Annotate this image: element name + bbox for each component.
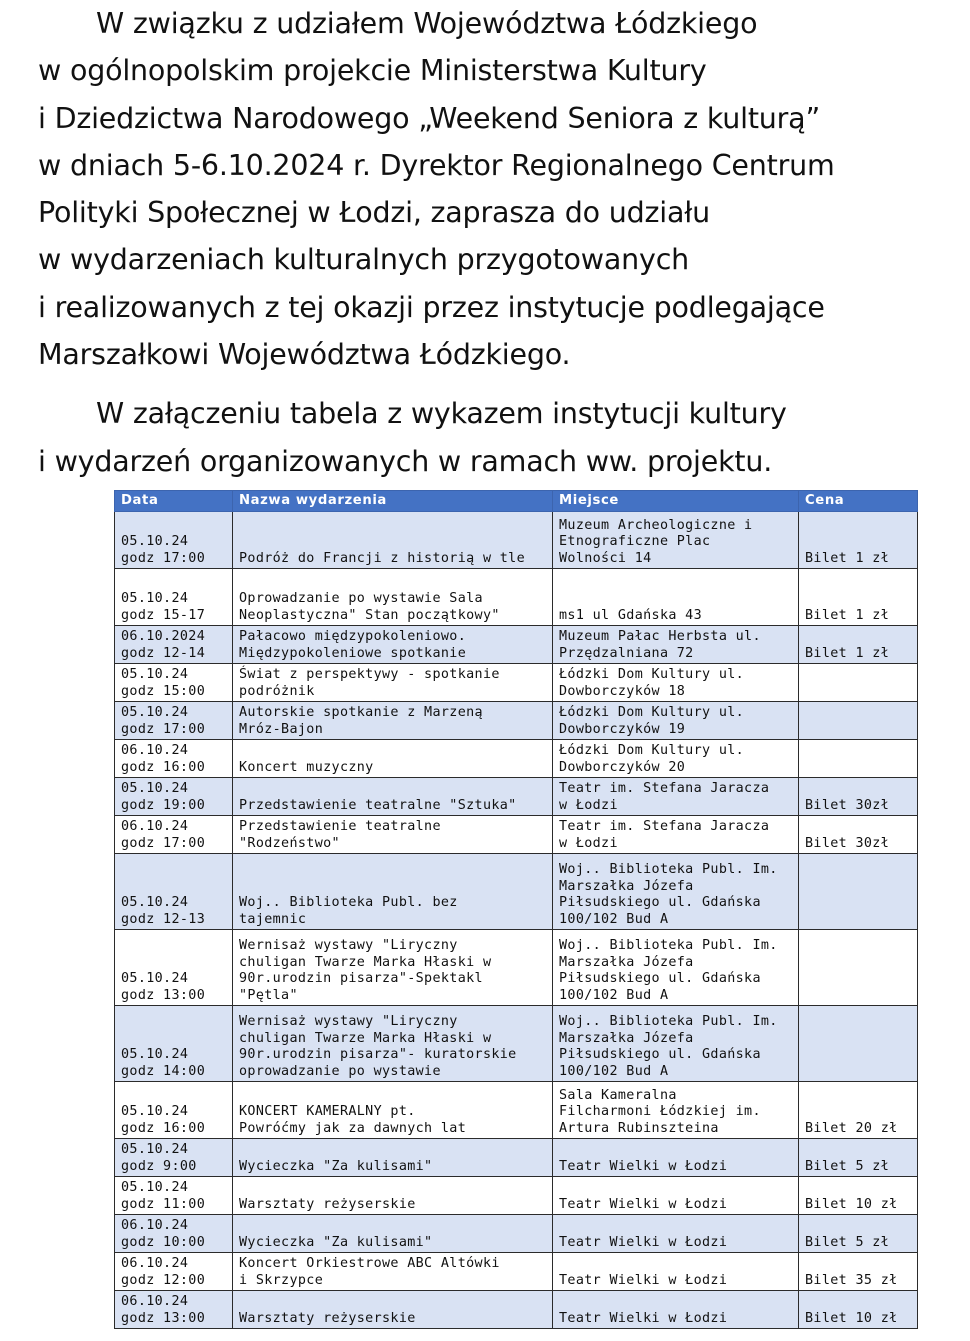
cell-date-line: 06.10.24: [121, 819, 189, 835]
cell-event-name-line: Warsztaty reżyserskie: [239, 1311, 416, 1327]
table-row: [115, 1253, 918, 1291]
cell-place-line: Woj.. Biblioteka Publ. Im.: [559, 1013, 778, 1029]
cell-place-line: Piłsudskiego ul. Gdańska: [559, 1047, 761, 1063]
cell-event-name-line: Warsztaty reżyserskie: [239, 1197, 416, 1213]
intro-line: Polityki Społecznej w Łodzi, zaprasza do udziału: [38, 196, 711, 230]
cell-event-name: [233, 778, 553, 816]
cell-event-name: [233, 930, 553, 1006]
intro-line: i wydarzeń organizowanych w ramach ww. projektu.: [38, 444, 773, 478]
cell-event-name-line: podróżnik: [239, 684, 315, 700]
cell-place: [553, 930, 799, 1006]
cell-event-name: [233, 1139, 553, 1177]
cell-price-line: Bilet 1 zł: [805, 551, 890, 567]
cell-date-line: 05.10.24: [121, 534, 189, 550]
table-row: [115, 1139, 918, 1177]
cell-place-line: Dowborczyków 18: [559, 684, 686, 700]
cell-place-line: Woj.. Biblioteka Publ. Im.: [559, 937, 778, 953]
cell-event-name: [233, 569, 553, 626]
cell-price: [799, 1253, 918, 1291]
cell-date-line: 06.10.2024: [121, 629, 206, 645]
cell-place: [553, 740, 799, 778]
cell-place-line: w Łodzi: [559, 798, 618, 814]
cell-date: [115, 1291, 233, 1329]
cell-event-name-line: i Skrzypce: [239, 1273, 324, 1289]
intro-line: i realizowanych z tej okazji przez instytucje podlegające: [38, 290, 825, 324]
cell-date: [115, 702, 233, 740]
cell-price-line: Bilet 5 zł: [805, 1159, 890, 1175]
cell-price: [799, 740, 918, 778]
cell-price: [799, 702, 918, 740]
cell-event-name-line: Koncert Orkiestrowe ABC Altówki: [239, 1256, 500, 1272]
cell-price: [799, 1215, 918, 1253]
cell-date-line: 06.10.24: [121, 1256, 189, 1272]
cell-price: [799, 816, 918, 854]
cell-place-line: Marszałka Józefa: [559, 878, 694, 894]
cell-event-name: [233, 816, 553, 854]
table-row: [115, 778, 918, 816]
cell-date: [115, 740, 233, 778]
table-body: [115, 512, 918, 1329]
cell-date-line: godz 9:00: [121, 1159, 197, 1175]
cell-place-line: Muzeum Pałac Herbsta ul.: [559, 629, 761, 645]
events-table: [114, 490, 918, 1329]
cell-date-line: godz 19:00: [121, 798, 206, 814]
cell-date-line: godz 13:00: [121, 988, 206, 1004]
cell-event-name-line: Wycieczka "Za kulisami": [239, 1159, 433, 1175]
cell-event-name-line: Neoplastyczna" Stan początkowy": [239, 608, 500, 624]
table-header: [115, 491, 918, 512]
cell-date-line: 05.10.24: [121, 705, 189, 721]
cell-price: [799, 626, 918, 664]
cell-date: [115, 816, 233, 854]
cell-place: [553, 1006, 799, 1082]
cell-date: [115, 569, 233, 626]
cell-date-line: godz 11:00: [121, 1197, 206, 1213]
cell-price-line: Bilet 1 zł: [805, 646, 890, 662]
cell-place: [553, 1215, 799, 1253]
cell-event-name: [233, 854, 553, 930]
cell-place-line: 100/102 Bud A: [559, 1064, 669, 1080]
cell-date-line: godz 16:00: [121, 760, 206, 776]
cell-date-line: godz 17:00: [121, 551, 206, 567]
cell-place: [553, 626, 799, 664]
table-row: [115, 1215, 918, 1253]
intro-line: w wydarzeniach kulturalnych przygotowanych: [38, 243, 690, 277]
intro-line: W załączeniu tabela z wykazem instytucji kultury: [96, 397, 787, 431]
intro-line: W związku z udziałem Województwa Łódzkiego: [96, 7, 758, 40]
cell-event-name-line: "Rodzeństwo": [239, 836, 340, 852]
cell-price: [799, 664, 918, 702]
cell-price: [799, 1006, 918, 1082]
cell-date-line: godz 12-13: [121, 912, 206, 928]
cell-event-name-line: 90r.urodzin pisarza"- kuratorskie: [239, 1047, 517, 1063]
cell-place-line: Wolności 14: [559, 551, 652, 567]
cell-place-line: Artura Rubinszteina: [559, 1121, 719, 1137]
cell-price: [799, 1291, 918, 1329]
cell-place-line: Sala Kameralna: [559, 1087, 677, 1103]
table-row: [115, 816, 918, 854]
cell-date: [115, 1253, 233, 1291]
cell-price-line: Bilet 5 zł: [805, 1235, 890, 1251]
cell-event-name-line: Wernisaż wystawy "Liryczny: [239, 1013, 458, 1029]
cell-price: [799, 569, 918, 626]
cell-place: [553, 1253, 799, 1291]
cell-date-line: 06.10.24: [121, 1218, 189, 1234]
cell-event-name: [233, 1253, 553, 1291]
cell-date: [115, 1139, 233, 1177]
cell-date-line: godz 16:00: [121, 1121, 206, 1137]
cell-event-name-line: Oprowadzanie po wystawie Sala: [239, 591, 483, 607]
cell-date-line: 05.10.24: [121, 1104, 189, 1120]
cell-place-line: ms1 ul Gdańska 43: [559, 608, 703, 624]
cell-place-line: Teatr Wielki w Łodzi: [559, 1197, 728, 1213]
cell-event-name-line: KONCERT KAMERALNY pt.: [239, 1104, 416, 1120]
cell-date-line: 05.10.24: [121, 1142, 189, 1158]
cell-place: [553, 854, 799, 930]
cell-date: [115, 512, 233, 569]
cell-date: [115, 778, 233, 816]
cell-event-name-line: Powróćmy jak za dawnych lat: [239, 1121, 467, 1137]
table-row: [115, 740, 918, 778]
header-event-name: Nazwa wydarzenia: [233, 491, 553, 512]
table-row: [115, 1177, 918, 1215]
cell-price-line: Bilet 30zł: [805, 836, 890, 852]
table-row: [115, 1082, 918, 1139]
cell-date-line: godz 17:00: [121, 722, 206, 738]
cell-place-line: Teatr Wielki w Łodzi: [559, 1273, 728, 1289]
cell-place-line: Filcharmoni Łódzkiej im.: [559, 1104, 761, 1120]
header-date: Data: [115, 491, 233, 512]
cell-event-name-line: Mróz-Bajon: [239, 722, 324, 738]
cell-place: [553, 1177, 799, 1215]
cell-event-name: [233, 1006, 553, 1082]
cell-place: [553, 1291, 799, 1329]
cell-place-line: Piłsudskiego ul. Gdańska: [559, 895, 761, 911]
cell-price: [799, 778, 918, 816]
cell-place: [553, 1139, 799, 1177]
cell-date: [115, 1215, 233, 1253]
cell-event-name-line: chuligan Twarze Marka Hłaski w: [239, 1030, 492, 1046]
intro-paragraph-1: [38, 0, 938, 378]
cell-date-line: 05.10.24: [121, 971, 189, 987]
cell-event-name: [233, 1177, 553, 1215]
cell-place: [553, 569, 799, 626]
cell-event-name-line: Przedstawienie teatralne "Sztuka": [239, 798, 517, 814]
cell-place-line: Teatr im. Stefana Jaracza: [559, 819, 770, 835]
cell-date-line: godz 12:00: [121, 1273, 206, 1289]
cell-place-line: Łódzki Dom Kultury ul.: [559, 705, 745, 721]
cell-event-name-line: oprowadzanie po wystawie: [239, 1064, 441, 1080]
cell-date-line: 05.10.24: [121, 1180, 189, 1196]
cell-event-name-line: Podróż do Francji z historią w tle: [239, 551, 526, 567]
intro-line: Marszałkowi Województwa Łódzkiego.: [38, 338, 571, 372]
intro-line: w ogólnopolskim projekcie Ministerstwa Kultury: [38, 54, 707, 88]
cell-event-name: [233, 1291, 553, 1329]
cell-date-line: godz 13:00: [121, 1311, 206, 1327]
cell-date-line: 05.10.24: [121, 1047, 189, 1063]
cell-date-line: godz 12-14: [121, 646, 206, 662]
cell-date: [115, 930, 233, 1006]
header-place: Miejsce: [553, 491, 799, 512]
cell-date: [115, 1006, 233, 1082]
cell-event-name-line: chuligan Twarze Marka Hłaski w: [239, 954, 492, 970]
cell-date-line: godz 14:00: [121, 1064, 206, 1080]
cell-event-name-line: Przedstawienie teatralne: [239, 819, 441, 835]
cell-event-name-line: Woj.. Biblioteka Publ. bez: [239, 895, 458, 911]
cell-date-line: godz 15-17: [121, 608, 206, 624]
cell-place-line: Muzeum Archeologiczne i: [559, 517, 753, 533]
cell-place-line: Teatr im. Stefana Jaracza: [559, 781, 770, 797]
cell-place-line: Piłsudskiego ul. Gdańska: [559, 971, 761, 987]
cell-date-line: 06.10.24: [121, 743, 189, 759]
cell-event-name-line: Koncert muzyczny: [239, 760, 374, 776]
cell-date: [115, 1082, 233, 1139]
cell-date: [115, 1177, 233, 1215]
cell-place-line: Marszałka Józefa: [559, 954, 694, 970]
table-row: [115, 702, 918, 740]
cell-event-name: [233, 512, 553, 569]
cell-place-line: 100/102 Bud A: [559, 912, 669, 928]
cell-place-line: w Łodzi: [559, 836, 618, 852]
intro-line: i Dziedzictwa Narodowego „Weekend Seniora z kulturą”: [38, 101, 821, 135]
cell-price: [799, 1177, 918, 1215]
cell-date-line: 05.10.24: [121, 591, 189, 607]
cell-event-name: [233, 702, 553, 740]
cell-date: [115, 664, 233, 702]
cell-date-line: 06.10.24: [121, 1294, 189, 1310]
cell-place: [553, 778, 799, 816]
table-row: [115, 1291, 918, 1329]
cell-price: [799, 930, 918, 1006]
cell-place-line: Etnograficzne Plac: [559, 534, 711, 550]
cell-date-line: godz 17:00: [121, 836, 206, 852]
cell-place: [553, 664, 799, 702]
cell-place: [553, 512, 799, 569]
cell-date-line: 05.10.24: [121, 781, 189, 797]
cell-event-name-line: Pałacowo międzypokoleniowo.: [239, 629, 467, 645]
cell-date-line: 05.10.24: [121, 895, 189, 911]
cell-place-line: Dowborczyków 19: [559, 722, 686, 738]
cell-event-name: [233, 664, 553, 702]
cell-place-line: Teatr Wielki w Łodzi: [559, 1311, 728, 1327]
cell-price-line: Bilet 20 zł: [805, 1121, 898, 1137]
table-row: [115, 854, 918, 930]
intro-paragraph-2: [38, 390, 938, 485]
cell-price: [799, 512, 918, 569]
cell-place-line: Woj.. Biblioteka Publ. Im.: [559, 861, 778, 877]
cell-price: [799, 1139, 918, 1177]
cell-date-line: godz 10:00: [121, 1235, 206, 1251]
cell-event-name: [233, 1215, 553, 1253]
cell-price-line: Bilet 10 zł: [805, 1311, 898, 1327]
cell-place-line: Przędzalniana 72: [559, 646, 694, 662]
table-row: [115, 1006, 918, 1082]
cell-price: [799, 854, 918, 930]
intro-line: w dniach 5-6.10.2024 r. Dyrektor Regionalnego Centrum: [38, 148, 835, 182]
cell-date-line: godz 15:00: [121, 684, 206, 700]
cell-place: [553, 816, 799, 854]
cell-place-line: Teatr Wielki w Łodzi: [559, 1159, 728, 1175]
table-row: [115, 569, 918, 626]
cell-event-name-line: tajemnic: [239, 912, 307, 928]
cell-event-name-line: Wernisaż wystawy "Liryczny: [239, 937, 458, 953]
intro-text: [38, 0, 938, 485]
cell-event-name-line: Autorskie spotkanie z Marzeną: [239, 705, 483, 721]
cell-event-name-line: Międzypokoleniowe spotkanie: [239, 646, 467, 662]
cell-place-line: 100/102 Bud A: [559, 988, 669, 1004]
cell-place-line: Marszałka Józefa: [559, 1030, 694, 1046]
cell-price-line: Bilet 35 zł: [805, 1273, 898, 1289]
cell-place-line: Łódzki Dom Kultury ul.: [559, 743, 745, 759]
cell-place: [553, 1082, 799, 1139]
cell-place-line: Łódzki Dom Kultury ul.: [559, 667, 745, 683]
cell-event-name: [233, 626, 553, 664]
cell-event-name-line: "Pętla": [239, 988, 298, 1004]
table-row: [115, 930, 918, 1006]
cell-price-line: Bilet 10 zł: [805, 1197, 898, 1213]
cell-date: [115, 626, 233, 664]
cell-price-line: Bilet 30zł: [805, 798, 890, 814]
cell-date-line: 05.10.24: [121, 667, 189, 683]
cell-event-name-line: 90r.urodzin pisarza"-Spektakl: [239, 971, 483, 987]
table-row: [115, 626, 918, 664]
cell-event-name-line: Świat z perspektywy - spotkanie: [239, 667, 500, 683]
cell-event-name: [233, 740, 553, 778]
cell-place-line: Teatr Wielki w Łodzi: [559, 1235, 728, 1251]
header-price: Cena: [799, 491, 918, 512]
cell-price: [799, 1082, 918, 1139]
cell-place: [553, 702, 799, 740]
cell-place-line: Dowborczyków 20: [559, 760, 686, 776]
cell-event-name: [233, 1082, 553, 1139]
table-row: [115, 664, 918, 702]
table-row: [115, 512, 918, 569]
cell-event-name-line: Wycieczka "Za kulisami": [239, 1235, 433, 1251]
cell-date: [115, 854, 233, 930]
cell-price-line: Bilet 1 zł: [805, 608, 890, 624]
